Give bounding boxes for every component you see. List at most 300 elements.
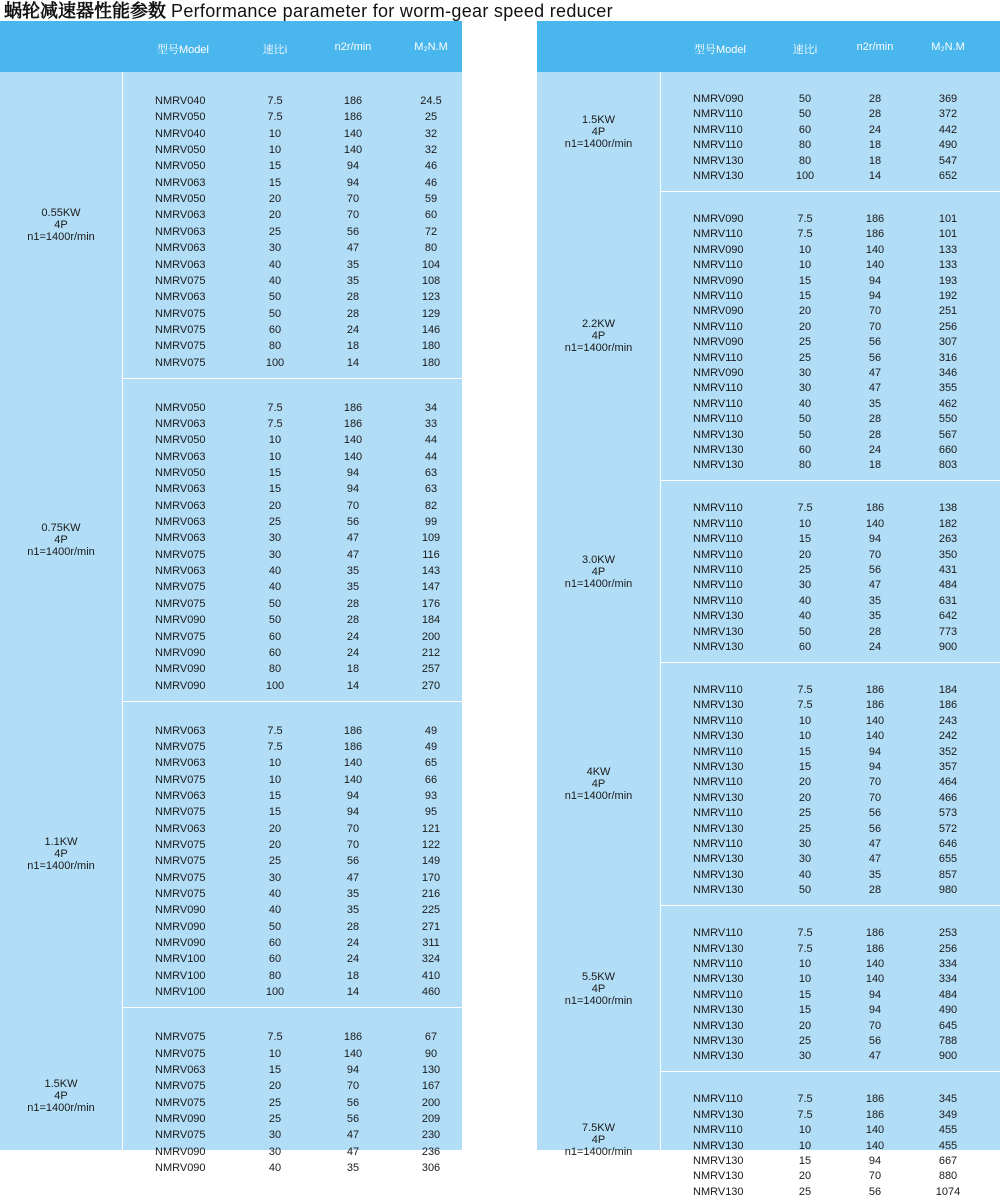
speed-cell: 56 xyxy=(346,225,360,238)
speed-cell: 70 xyxy=(868,791,882,804)
speed-cell: 186 xyxy=(343,740,363,753)
ratio-cell: 50 xyxy=(268,597,282,610)
torque-cell: 900 xyxy=(938,1050,958,1063)
speed-cell: 94 xyxy=(346,176,360,189)
model-cell: NMRV090 xyxy=(693,213,744,225)
ratio-cell: 60 xyxy=(268,937,282,950)
speed-cell: 140 xyxy=(343,773,363,786)
torque-cell: 170 xyxy=(421,871,441,884)
speed-cell: 35 xyxy=(346,1161,360,1174)
ratio-cell: 20 xyxy=(268,822,282,835)
torque-cell: 646 xyxy=(938,838,958,850)
torque-cell: 460 xyxy=(421,986,441,999)
speed-cell: 186 xyxy=(865,699,885,712)
ratio-cell: 50 xyxy=(798,428,812,441)
torque-cell: 667 xyxy=(938,1155,958,1167)
model-cell: NMRV090 xyxy=(155,920,206,933)
torque-cell: 146 xyxy=(421,323,441,336)
torque-cell: 490 xyxy=(938,1004,958,1017)
torque-cell: 24.5 xyxy=(420,95,442,107)
model-cell: NMRV050 xyxy=(155,467,206,479)
ratio-cell: 7.5 xyxy=(797,699,813,712)
torque-cell: 550 xyxy=(938,413,958,426)
speed-cell: 24 xyxy=(346,953,360,966)
model-cell: NMRV130 xyxy=(693,1108,744,1121)
torque-cell: 182 xyxy=(938,517,958,530)
speed-cell: 18 xyxy=(868,154,882,167)
model-cell: NMRV130 xyxy=(693,1035,744,1047)
speed-cell: 47 xyxy=(868,367,882,379)
speed-cell: 140 xyxy=(865,1124,885,1137)
torque-cell: 547 xyxy=(938,154,958,167)
model-cell: NMRV075 xyxy=(155,1031,206,1044)
speed-cell: 35 xyxy=(346,258,360,271)
power-line: 4P xyxy=(591,982,606,995)
model-cell: NMRV110 xyxy=(693,838,743,850)
title-english: Performance parameter for worm-gear speed reducer xyxy=(171,1,613,21)
ratio-cell: 20 xyxy=(798,1170,812,1183)
power-line: 4P xyxy=(591,565,606,578)
ratio-cell: 15 xyxy=(798,1155,812,1167)
header-speed: n2r/min xyxy=(856,41,894,53)
model-cell: NMRV110 xyxy=(693,228,743,241)
model-cell: NMRV110 xyxy=(693,958,743,970)
model-cell: NMRV130 xyxy=(693,761,744,773)
header-ratio: 速比i xyxy=(792,44,818,56)
torque-cell: 567 xyxy=(938,428,958,441)
group-separator xyxy=(122,378,462,379)
model-cell: NMRV075 xyxy=(155,871,206,884)
power-line: 4P xyxy=(591,125,606,138)
torque-cell: 99 xyxy=(424,516,438,529)
speed-cell: 70 xyxy=(346,209,360,222)
speed-cell: 94 xyxy=(868,274,882,287)
torque-cell: 455 xyxy=(938,1139,958,1152)
model-cell: NMRV130 xyxy=(693,1185,744,1198)
speed-cell: 56 xyxy=(868,822,882,835)
torque-cell: 631 xyxy=(938,594,958,607)
speed-cell: 186 xyxy=(343,1031,363,1044)
model-cell: NMRV075 xyxy=(155,1096,206,1109)
model-cell: NMRV110 xyxy=(693,290,743,302)
speed-cell: 186 xyxy=(343,724,363,737)
ratio-cell: 80 xyxy=(798,154,812,167)
speed-cell: 56 xyxy=(868,807,882,820)
ratio-cell: 15 xyxy=(798,290,812,302)
torque-cell: 25 xyxy=(424,111,438,124)
model-cell: NMRV130 xyxy=(693,868,744,881)
model-cell: NMRV130 xyxy=(693,822,744,835)
model-cell: NMRV130 xyxy=(693,973,744,986)
ratio-cell: 15 xyxy=(798,761,812,773)
ratio-cell: 7.5 xyxy=(267,740,283,753)
model-cell: NMRV050 xyxy=(155,193,206,206)
speed-cell: 94 xyxy=(868,290,882,302)
page-title xyxy=(4,0,613,22)
ratio-cell: 10 xyxy=(798,1139,812,1152)
speed-cell: 70 xyxy=(346,839,360,851)
header-torque: M₂N.M xyxy=(931,41,965,53)
torque-cell: 200 xyxy=(421,1096,441,1109)
model-cell: NMRV110 xyxy=(693,397,743,410)
power-line: 4KW xyxy=(586,766,611,779)
ratio-cell: 10 xyxy=(798,517,812,530)
torque-cell: 101 xyxy=(938,213,958,225)
power-line: n1=1400r/min xyxy=(27,545,95,558)
torque-cell: 350 xyxy=(938,548,958,561)
model-cell: NMRV130 xyxy=(693,942,744,955)
speed-cell: 70 xyxy=(346,193,360,206)
group-separator xyxy=(660,1071,1000,1072)
ratio-cell: 7.5 xyxy=(797,213,813,225)
speed-cell: 140 xyxy=(343,757,363,770)
model-cell: NMRV090 xyxy=(155,646,206,659)
ratio-cell: 7.5 xyxy=(797,502,813,515)
ratio-cell: 7.5 xyxy=(267,1031,283,1044)
table-header xyxy=(0,21,462,72)
torque-cell: 263 xyxy=(938,533,958,546)
power-line: n1=1400r/min xyxy=(27,1101,95,1114)
torque-cell: 880 xyxy=(938,1170,958,1183)
power-rating xyxy=(565,766,633,802)
ratio-cell: 40 xyxy=(268,274,282,287)
ratio-cell: 20 xyxy=(268,1080,282,1093)
model-cell: NMRV063 xyxy=(155,532,206,545)
torque-cell: 49 xyxy=(424,740,438,753)
power-rating xyxy=(27,836,95,872)
speed-cell: 186 xyxy=(343,401,363,414)
ratio-cell: 50 xyxy=(798,625,812,638)
ratio-cell: 10 xyxy=(268,773,282,786)
speed-cell: 94 xyxy=(346,467,360,479)
torque-cell: 242 xyxy=(938,730,958,743)
group-separator xyxy=(660,191,1000,192)
ratio-cell: 7.5 xyxy=(797,1108,813,1121)
speed-cell: 70 xyxy=(868,1170,882,1183)
ratio-cell: 30 xyxy=(798,579,812,592)
power-line: 4P xyxy=(54,218,68,231)
model-cell: NMRV110 xyxy=(693,123,743,136)
torque-cell: 200 xyxy=(421,630,441,643)
torque-cell: 573 xyxy=(938,807,958,820)
speed-cell: 70 xyxy=(868,548,882,561)
speed-cell: 186 xyxy=(865,228,885,241)
torque-cell: 33 xyxy=(424,417,438,430)
model-cell: NMRV110 xyxy=(693,745,743,758)
speed-cell: 56 xyxy=(346,1112,360,1125)
model-cell: NMRV130 xyxy=(693,791,744,804)
speed-cell: 186 xyxy=(343,111,363,124)
ratio-cell: 15 xyxy=(268,789,282,802)
torque-cell: 184 xyxy=(938,684,958,696)
ratio-cell: 50 xyxy=(798,93,812,105)
speed-cell: 35 xyxy=(868,594,882,607)
torque-cell: 257 xyxy=(421,663,441,676)
ratio-cell: 30 xyxy=(798,1050,812,1063)
speed-cell: 28 xyxy=(346,307,360,320)
model-cell: NMRV110 xyxy=(693,502,743,515)
ratio-cell: 7.5 xyxy=(267,417,283,430)
ratio-cell: 25 xyxy=(798,336,812,349)
model-cell: NMRV110 xyxy=(693,108,743,121)
model-cell: NMRV110 xyxy=(693,579,743,592)
speed-cell: 47 xyxy=(868,579,882,592)
model-cell: NMRV110 xyxy=(693,413,743,426)
model-cell: NMRV063 xyxy=(155,789,206,802)
ratio-cell: 20 xyxy=(798,1019,812,1032)
power-rating xyxy=(565,971,633,1007)
speed-cell: 56 xyxy=(868,1035,882,1047)
ratio-cell: 25 xyxy=(798,351,812,364)
ratio-cell: 100 xyxy=(795,170,815,182)
speed-cell: 47 xyxy=(868,838,882,850)
ratio-cell: 7.5 xyxy=(797,927,813,940)
ratio-cell: 40 xyxy=(798,594,812,607)
power-rating xyxy=(565,1122,633,1158)
torque-cell: 243 xyxy=(938,714,958,727)
torque-cell: 980 xyxy=(938,884,958,897)
torque-cell: 44 xyxy=(424,450,438,463)
speed-cell: 47 xyxy=(868,1050,882,1063)
speed-cell: 14 xyxy=(346,986,360,999)
torque-cell: 143 xyxy=(421,565,441,578)
speed-cell: 35 xyxy=(868,610,882,623)
ratio-cell: 30 xyxy=(798,382,812,395)
model-cell: NMRV090 xyxy=(155,663,206,676)
ratio-cell: 80 xyxy=(268,340,282,353)
model-cell: NMRV063 xyxy=(155,822,206,835)
model-cell: NMRV110 xyxy=(693,714,743,727)
speed-cell: 28 xyxy=(868,884,882,897)
model-cell: NMRV063 xyxy=(155,417,206,430)
power-line: n1=1400r/min xyxy=(564,994,633,1007)
ratio-cell: 30 xyxy=(798,853,812,866)
ratio-cell: 25 xyxy=(798,1035,812,1047)
ratio-cell: 7.5 xyxy=(267,111,283,124)
ratio-cell: 40 xyxy=(268,565,282,578)
model-cell: NMRV075 xyxy=(155,839,206,851)
model-cell: NMRV090 xyxy=(693,274,744,287)
power-line: 0.55KW xyxy=(41,206,81,219)
model-cell: NMRV130 xyxy=(693,1004,744,1017)
model-cell: NMRV110 xyxy=(693,564,743,576)
ratio-cell: 50 xyxy=(268,920,282,933)
torque-cell: 66 xyxy=(424,773,438,786)
torque-cell: 484 xyxy=(938,988,958,1001)
model-cell: NMRV075 xyxy=(155,548,206,561)
power-line: 1.1KW xyxy=(44,836,78,849)
ratio-cell: 100 xyxy=(265,679,285,692)
torque-cell: 49 xyxy=(424,724,438,737)
torque-cell: 122 xyxy=(421,839,441,851)
torque-cell: 63 xyxy=(424,483,438,496)
speed-cell: 24 xyxy=(346,937,360,950)
model-cell: NMRV110 xyxy=(693,533,743,546)
power-line: n1=1400r/min xyxy=(564,577,633,590)
power-line: 0.75KW xyxy=(41,521,81,534)
power-line: 4P xyxy=(591,778,606,791)
ratio-cell: 50 xyxy=(268,291,282,304)
torque-cell: 176 xyxy=(421,597,441,610)
torque-cell: 484 xyxy=(938,579,958,592)
group-separator xyxy=(122,701,462,702)
torque-cell: 72 xyxy=(424,225,438,238)
torque-cell: 130 xyxy=(421,1063,441,1076)
torque-cell: 857 xyxy=(938,868,958,881)
model-cell: NMRV100 xyxy=(155,953,206,966)
speed-cell: 186 xyxy=(865,684,885,696)
torque-cell: 212 xyxy=(421,646,441,659)
ratio-cell: 10 xyxy=(268,1047,282,1060)
speed-cell: 18 xyxy=(346,969,360,982)
column-divider xyxy=(660,72,661,1150)
speed-cell: 24 xyxy=(346,323,360,336)
speed-cell: 35 xyxy=(868,868,882,881)
model-cell: NMRV130 xyxy=(693,641,744,653)
torque-cell: 253 xyxy=(938,927,958,940)
torque-cell: 316 xyxy=(938,351,958,364)
torque-cell: 186 xyxy=(938,699,958,712)
power-line: 5.5KW xyxy=(581,970,616,983)
speed-cell: 94 xyxy=(868,1155,882,1167)
ratio-cell: 10 xyxy=(268,450,282,463)
torque-cell: 192 xyxy=(938,290,958,302)
model-cell: NMRV110 xyxy=(693,320,743,333)
torque-cell: 788 xyxy=(938,1035,958,1047)
model-cell: NMRV110 xyxy=(693,1124,743,1137)
model-cell: NMRV130 xyxy=(693,170,744,182)
speed-cell: 56 xyxy=(346,1096,360,1109)
ratio-cell: 10 xyxy=(798,730,812,743)
speed-cell: 56 xyxy=(346,516,360,529)
speed-cell: 18 xyxy=(346,340,360,353)
speed-cell: 18 xyxy=(346,663,360,676)
model-cell: NMRV090 xyxy=(155,1112,206,1125)
torque-cell: 63 xyxy=(424,467,438,479)
speed-cell: 35 xyxy=(346,581,360,594)
ratio-cell: 10 xyxy=(798,1124,812,1137)
ratio-cell: 10 xyxy=(798,973,812,986)
speed-cell: 14 xyxy=(346,356,360,369)
speed-cell: 94 xyxy=(868,533,882,546)
ratio-cell: 40 xyxy=(268,904,282,917)
torque-cell: 236 xyxy=(421,1145,441,1158)
model-cell: NMRV090 xyxy=(693,305,744,318)
ratio-cell: 20 xyxy=(798,776,812,789)
torque-cell: 655 xyxy=(938,853,958,866)
speed-cell: 140 xyxy=(865,517,885,530)
ratio-cell: 15 xyxy=(268,160,282,173)
ratio-cell: 40 xyxy=(798,610,812,623)
torque-cell: 133 xyxy=(938,243,958,256)
model-cell: NMRV040 xyxy=(155,127,206,140)
ratio-cell: 20 xyxy=(798,548,812,561)
ratio-cell: 20 xyxy=(798,791,812,804)
model-cell: NMRV090 xyxy=(155,679,206,692)
torque-cell: 80 xyxy=(424,242,438,255)
speed-cell: 24 xyxy=(346,646,360,659)
torque-cell: 193 xyxy=(938,274,958,287)
ratio-cell: 25 xyxy=(268,1096,282,1109)
torque-cell: 167 xyxy=(421,1080,441,1093)
torque-cell: 116 xyxy=(422,548,440,561)
speed-cell: 94 xyxy=(346,806,360,819)
speed-cell: 47 xyxy=(346,548,360,561)
speed-cell: 70 xyxy=(868,305,882,318)
torque-cell: 410 xyxy=(421,969,441,982)
right-table xyxy=(537,21,1000,1198)
torque-cell: 773 xyxy=(938,625,958,638)
torque-cell: 306 xyxy=(421,1161,441,1174)
torque-cell: 431 xyxy=(938,564,958,576)
ratio-cell: 50 xyxy=(798,108,812,121)
ratio-cell: 60 xyxy=(798,641,812,653)
speed-cell: 28 xyxy=(868,625,882,638)
speed-cell: 94 xyxy=(868,988,882,1001)
ratio-cell: 10 xyxy=(798,714,812,727)
ratio-cell: 20 xyxy=(268,209,282,222)
ratio-cell: 7.5 xyxy=(797,942,813,955)
torque-cell: 455 xyxy=(938,1124,958,1137)
speed-cell: 70 xyxy=(346,499,360,512)
torque-cell: 67 xyxy=(424,1031,438,1044)
model-cell: NMRV130 xyxy=(693,1139,744,1152)
ratio-cell: 25 xyxy=(268,516,282,529)
model-cell: NMRV110 xyxy=(693,594,743,607)
model-cell: NMRV090 xyxy=(693,93,744,105)
ratio-cell: 30 xyxy=(268,1129,282,1142)
torque-cell: 490 xyxy=(938,139,958,152)
model-cell: NMRV110 xyxy=(693,927,743,940)
torque-cell: 123 xyxy=(421,291,441,304)
torque-cell: 352 xyxy=(938,745,958,758)
speed-cell: 140 xyxy=(865,958,885,970)
model-cell: NMRV110 xyxy=(693,259,743,272)
speed-cell: 94 xyxy=(346,789,360,802)
model-cell: NMRV063 xyxy=(155,450,206,463)
model-cell: NMRV110 xyxy=(693,517,743,530)
header-torque: M₂N.M xyxy=(414,41,448,53)
power-line: n1=1400r/min xyxy=(27,230,95,243)
ratio-cell: 25 xyxy=(798,564,812,576)
speed-cell: 24 xyxy=(868,123,882,136)
torque-cell: 256 xyxy=(938,942,958,955)
power-line: 1.5KW xyxy=(44,1077,78,1090)
power-rating xyxy=(565,554,633,590)
speed-cell: 186 xyxy=(865,1093,885,1106)
speed-cell: 186 xyxy=(865,502,885,515)
torque-cell: 180 xyxy=(421,340,441,353)
torque-cell: 216 xyxy=(421,888,441,901)
model-cell: NMRV063 xyxy=(155,516,206,529)
torque-cell: 357 xyxy=(938,761,958,773)
model-cell: NMRV110 xyxy=(693,807,743,820)
model-cell: NMRV063 xyxy=(155,757,206,770)
speed-cell: 140 xyxy=(865,973,885,986)
speed-cell: 186 xyxy=(865,942,885,955)
model-cell: NMRV130 xyxy=(693,699,744,712)
header-ratio: 速比i xyxy=(262,44,288,56)
torque-cell: 346 xyxy=(938,367,958,379)
ratio-cell: 80 xyxy=(798,139,812,152)
ratio-cell: 25 xyxy=(798,822,812,835)
torque-cell: 65 xyxy=(424,757,438,770)
ratio-cell: 7.5 xyxy=(797,684,813,696)
speed-cell: 47 xyxy=(868,382,882,395)
ratio-cell: 7.5 xyxy=(797,1093,813,1106)
ratio-cell: 15 xyxy=(798,274,812,287)
torque-cell: 660 xyxy=(938,444,958,456)
